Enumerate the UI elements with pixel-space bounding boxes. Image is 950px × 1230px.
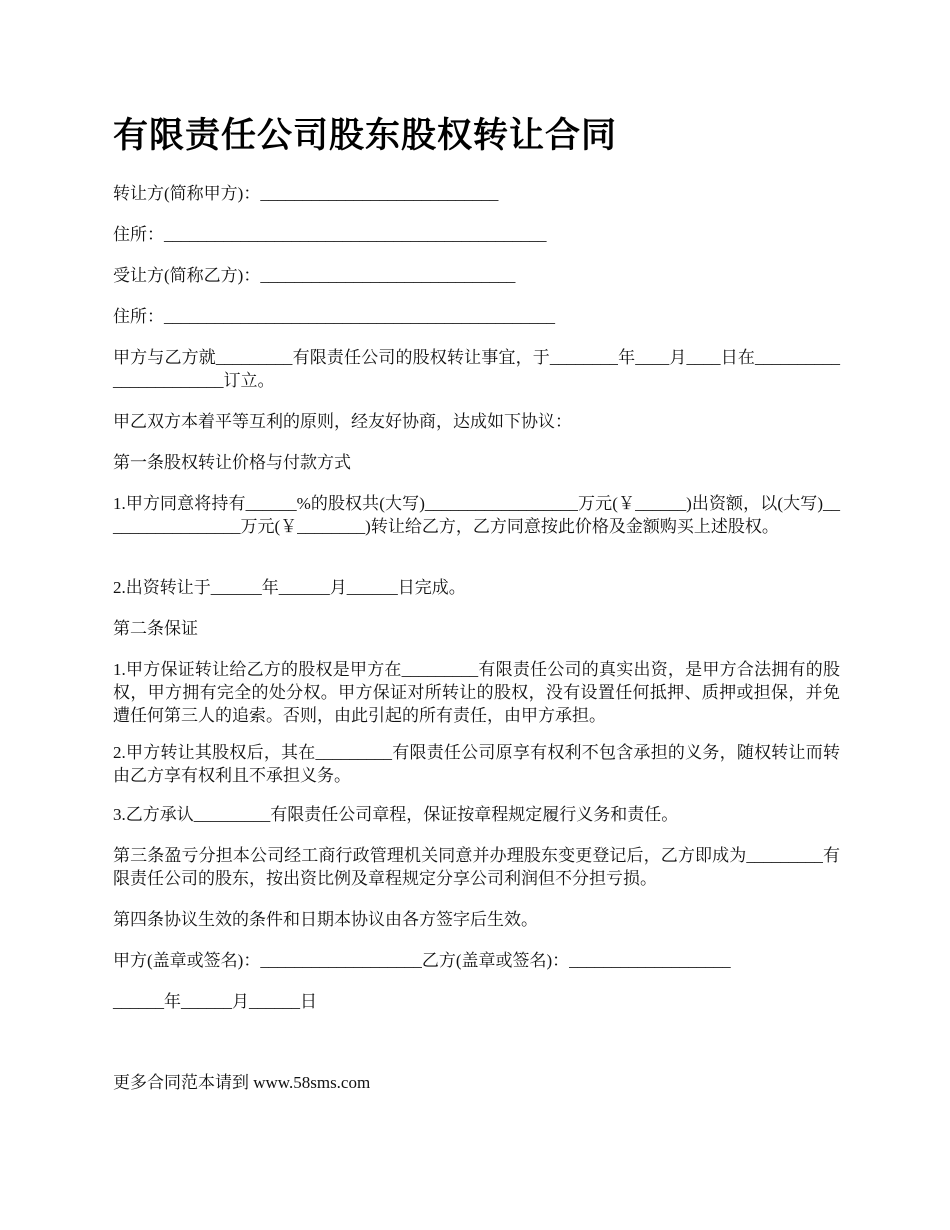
- article-2-clause-2: 2.甲方转让其股权后，其在_________有限责任公司原享有权利不包含承担的义务，随权转让而转由乙方享有权利且不承担义务。: [113, 743, 840, 785]
- article-1-heading: 第一条股权转让价格与付款方式: [113, 453, 351, 472]
- preamble-paragraph: 甲方与乙方就_________有限责任公司的股权转让事宜，于________年____月____日在_______________________订立。: [113, 348, 840, 390]
- footer-note: 更多合同范本请到 www.58sms.com: [113, 1073, 371, 1092]
- signature-line: 甲方(盖章或签名)：___________________乙方(盖章或签名)：___________________: [113, 951, 731, 970]
- article-1-clause-1: 1.甲方同意将持有______%的股权共(大写)__________________万元(￥______)出资额，以(大写)_________________万元(￥________)转让给乙方，乙方同意按此价格及金额购买上述股权。: [113, 494, 840, 536]
- article-2-clause-3: 3.乙方承认_________有限责任公司章程，保证按章程规定履行义务和责任。: [113, 805, 679, 824]
- article-2-heading: 第二条保证: [113, 619, 198, 638]
- date-line: ______年______月______日: [113, 992, 317, 1011]
- article-4-paragraph: 第四条协议生效的条件和日期本协议由各方签字后生效。: [113, 910, 538, 929]
- article-2-clause-1: 1.甲方保证转让给乙方的股权是甲方在_________有限责任公司的真实出资，是甲方合法拥有的股权，甲方拥有完全的处分权。甲方保证对所转让的股权，没有设置任何抵押、质押或担保，并免遭任何第三人的追索。否则，由此引起的所有责任，由甲方承担。: [113, 660, 840, 725]
- document-title: 有限责任公司股东股权转让合同: [113, 116, 618, 156]
- principle-paragraph: 甲乙双方本着平等互利的原则，经友好协商，达成如下协议：: [113, 412, 572, 431]
- transferee-line: 受让方(简称乙方)：______________________________: [113, 266, 516, 285]
- article-3-paragraph: 第三条盈亏分担本公司经工商行政管理机关同意并办理股东变更登记后，乙方即成为_________有限责任公司的股东，按出资比例及章程规定分享公司利润但不分担亏损。: [113, 846, 840, 888]
- transferor-line: 转让方(简称甲方)：____________________________: [113, 184, 499, 203]
- transferee-address-line: 住所：______________________________________________: [113, 307, 555, 326]
- article-1-clause-2: 2.出资转让于______年______月______日完成。: [113, 578, 466, 597]
- transferor-address-line: 住所：_____________________________________________: [113, 225, 547, 244]
